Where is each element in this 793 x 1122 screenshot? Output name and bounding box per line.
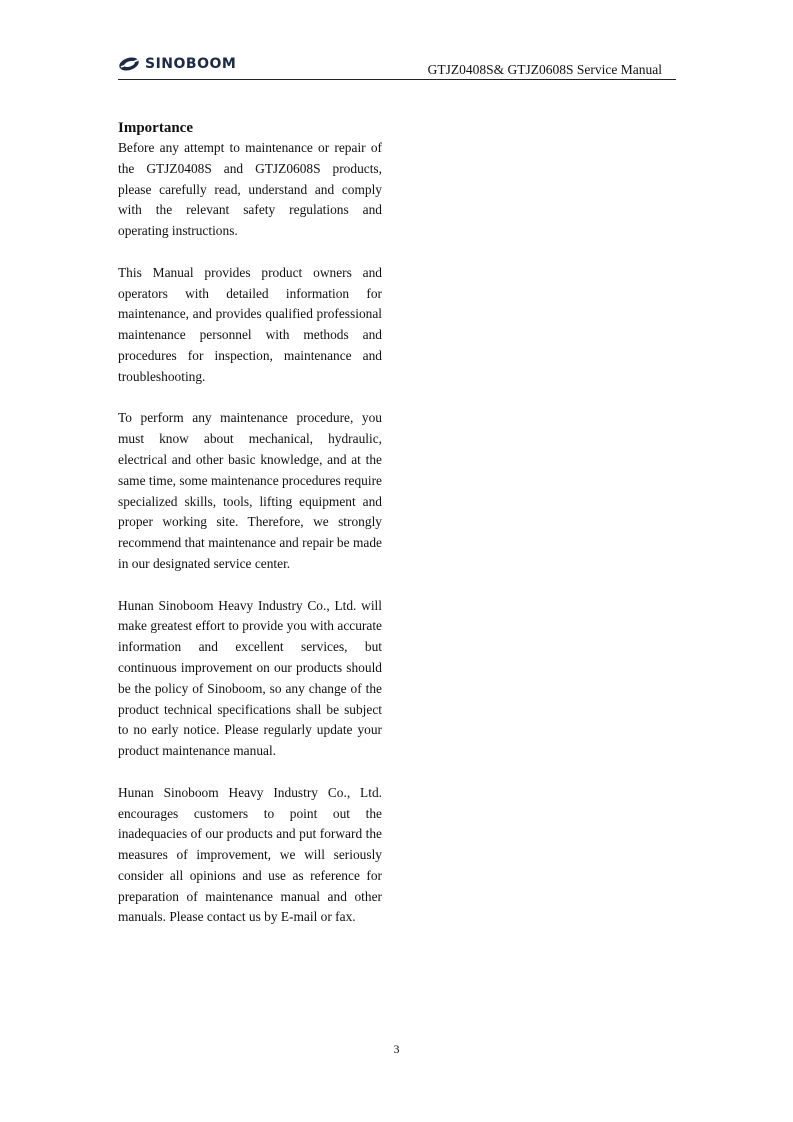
page-header: [118, 52, 676, 80]
paragraph-customer-feedback: Hunan Sinoboom Heavy Industry Co., Ltd. encourages customers to point out the inadequacies of our products and put forward the measures of improvement, we will seriously consider all opinions and use as reference for preparation of maintenance manual and other manuals. Please contact us by E-mail or fax.: [118, 784, 382, 925]
section-heading: Importance: [118, 120, 193, 136]
logo-wordmark: SINOBOOM: [145, 56, 237, 72]
page-content: [118, 118, 382, 928]
sinoboom-logo-icon: [118, 56, 142, 72]
company-logo: [118, 56, 236, 72]
paragraph-read-before-maintenance: Before any attempt to maintenance or repair of the GTJZ0408S and GTJZ0608S products, please carefully read, understand and comply with the relevant safety regulations and operating instructions.: [118, 140, 382, 239]
page-number: 3: [393, 1042, 400, 1056]
paragraph-continuous-improvement: Hunan Sinoboom Heavy Industry Co., Ltd. will make greatest effort to provide you with accurate information and excellent services, but continuous improvement on our products should be the policy of Sinoboom, so any change of the product technical specifications shall be subject to no early notice. Please regularly update your product maintenance manual.: [118, 597, 382, 759]
paragraph-manual-purpose: This Manual provides product owners and operators with detailed information for maintenance, and provides qualified professional maintenance personnel with methods and procedures for inspection, maintenance and troubleshooting.: [118, 264, 382, 384]
document-title: GTJZ0408S& GTJZ0608S Service Manual: [427, 62, 662, 77]
paragraph-required-knowledge: To perform any maintenance procedure, you must know about mechanical, hydraulic, electrical and other basic knowledge, and at the same time, some maintenance procedures require specialized skills, tools, lifting equipment and proper working site. Therefore, we strongly recommend that maintenance and repair be made in our designated service center.: [118, 410, 382, 571]
